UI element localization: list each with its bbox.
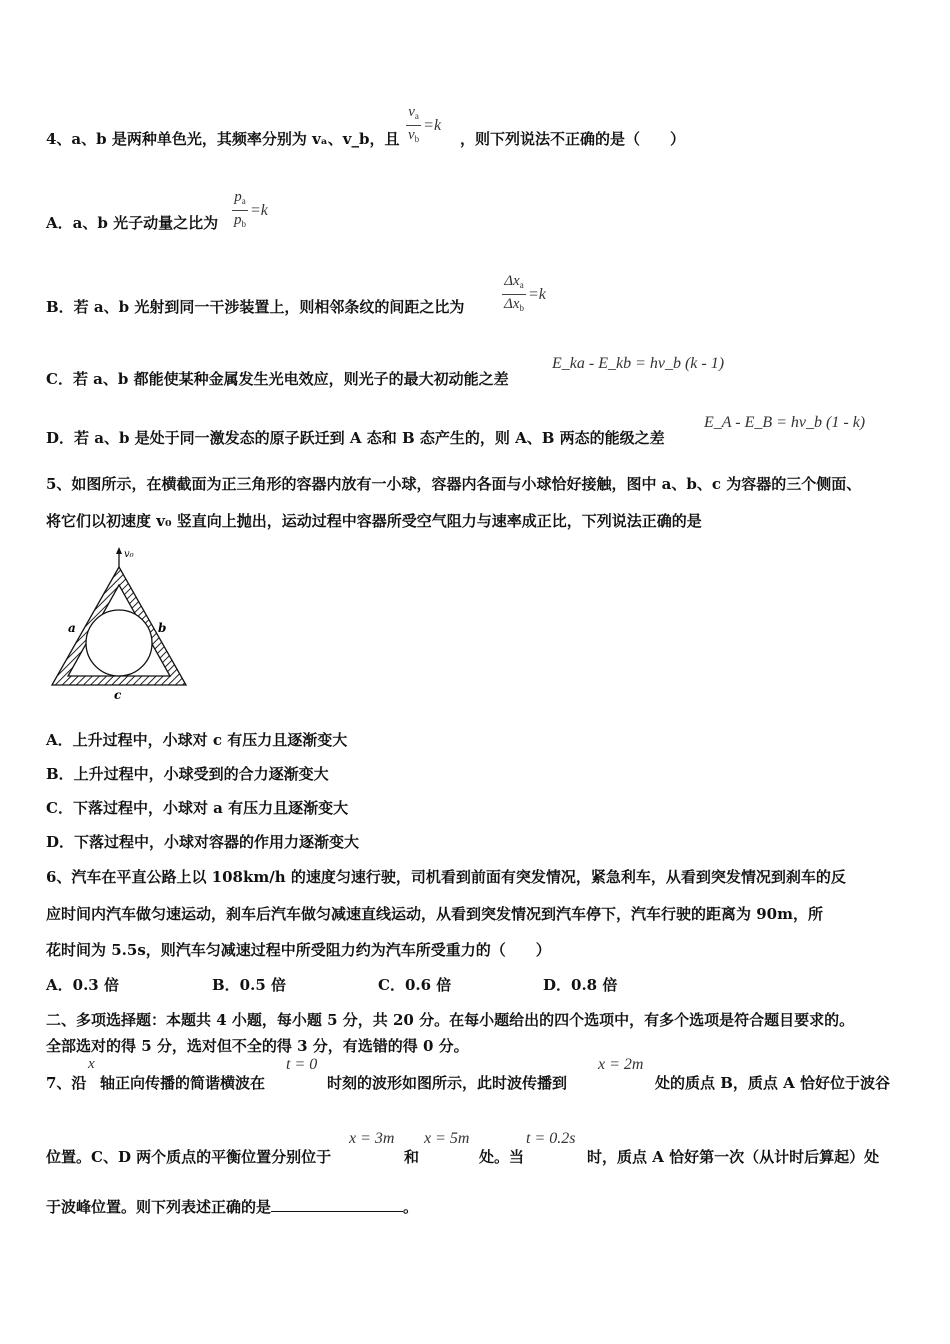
q7-math-x3: x = 3m bbox=[349, 1130, 395, 1147]
q6-line1: 6、汽车在平直公路上以 108km/h 的速度匀速行驶，司机看到前面有突发情况，紧急利车，从看到突发情况到刹车的反 bbox=[46, 868, 846, 886]
q7-seg4: 处的质点 B，质点 A 恰好位于波谷 bbox=[655, 1074, 890, 1092]
q6-line3: 花时间为 5.5s，则汽车匀减速过程中所受阻力约为汽车所受重力的（ ） bbox=[46, 941, 551, 959]
q7-math-x5: x = 5m bbox=[424, 1130, 470, 1147]
q4-option-d-formula: E_A - E_B = hv_b (1 - k) bbox=[704, 414, 866, 431]
q7-math-x: x bbox=[88, 1056, 95, 1072]
q7-seg7: 处。当 bbox=[479, 1148, 525, 1166]
q4-option-b-formula: $\frac{\Delta x_a}{\Delta x_b}$ =k bbox=[504, 273, 546, 313]
label-b: b bbox=[158, 621, 167, 635]
answer-blank[interactable] bbox=[271, 1197, 403, 1212]
q4-option-a: A．a、b 光子动量之比为 bbox=[46, 214, 219, 232]
q5-option-b: B．上升过程中，小球受到的合力逐渐变大 bbox=[46, 765, 329, 783]
velocity-arrow-head bbox=[116, 547, 122, 554]
q5-option-d: D．下落过程中，小球对容器的作用力逐渐变大 bbox=[46, 833, 360, 851]
q6-line2: 应时间内汽车做匀速运动，刹车后汽车做匀减速直线运动，从看到突发情况到汽车停下，汽车行驶的距离为 90m，所 bbox=[46, 905, 823, 923]
label-v0: v₀ bbox=[124, 549, 134, 560]
q7-math-x2: x = 2m bbox=[598, 1056, 644, 1073]
q7-seg3: 时刻的波形如图所示，此时波传播到 bbox=[327, 1074, 568, 1092]
q5-stem-line2: 将它们以初速度 v₀ 竖直向上抛出，运动过程中容器所受空气阻力与速率成正比，下列说法正确的是 bbox=[46, 512, 702, 530]
q5-option-a: A．上升过程中，小球对 c 有压力且逐渐变大 bbox=[46, 731, 348, 749]
q4-stem-post: ，则下列说法不正确的是（ ） bbox=[460, 130, 686, 148]
q7-seg9 bbox=[46, 1196, 418, 1217]
q7-seg5: 位置。C、D 两个质点的平衡位置分别位于 bbox=[46, 1148, 332, 1166]
q5-container-figure bbox=[46, 545, 216, 705]
q4-option-c: C．若 a、b 都能使某种金属发生光电效应，则光子的最大初动能之差 bbox=[46, 370, 509, 388]
q5-stem-line1: 5、如图所示，在横截面为正三角形的容器内放有一小球，容器内各面与小球恰好接触，图中 a、b、c 为容器的三个侧面、 bbox=[46, 475, 862, 493]
q7-seg6: 和 bbox=[404, 1148, 420, 1166]
q6-option-a: A．0.3 倍 bbox=[46, 976, 119, 994]
q4-option-c-formula: E_ka - E_kb = hv_b (k - 1) bbox=[552, 355, 725, 372]
q6-option-d: D．0.8 倍 bbox=[543, 976, 618, 994]
q7-seg9-end: 。 bbox=[403, 1198, 419, 1216]
q7-math-t02: t = 0.2s bbox=[526, 1130, 576, 1147]
section2-line2: 全部选对的得 5 分，选对但不全的得 3 分，有选错的得 0 分。 bbox=[46, 1037, 469, 1055]
q4-option-d: D．若 a、b 是处于同一激发态的原子跃迁到 A 态和 B 态产生的，则 A、B 两态的能级之差 bbox=[46, 429, 665, 447]
q4-option-b: B．若 a、b 光射到同一干涉装置上，则相邻条纹的间距之比为 bbox=[46, 298, 465, 316]
q4-stem-pre: 4、a、b 是两种单色光，其频率分别为 vₐ、v_b，且 bbox=[46, 130, 400, 148]
ball bbox=[86, 610, 152, 676]
section2-line1: 二、多项选择题：本题共 4 小题，每小题 5 分，共 20 分。在每小题给出的四个选项中，有多个选项是符合题目要求的。 bbox=[46, 1011, 855, 1029]
q7-seg2: 轴正向传播的简谐横波在 bbox=[100, 1074, 266, 1092]
q4-stem-formula: $\frac{v_a}{v_b}$ =k bbox=[408, 104, 442, 144]
q7-seg1: 7、沿 bbox=[46, 1074, 87, 1092]
q7-seg9-text: 于波峰位置。则下列表述正确的是 bbox=[46, 1198, 272, 1216]
q6-option-c: C．0.6 倍 bbox=[378, 976, 452, 994]
label-c: c bbox=[114, 688, 122, 702]
q5-option-c: C．下落过程中，小球对 a 有压力且逐渐变大 bbox=[46, 799, 349, 817]
q7-math-t0: t = 0 bbox=[286, 1056, 318, 1073]
label-a: a bbox=[68, 621, 76, 635]
q6-option-b: B．0.5 倍 bbox=[212, 976, 286, 994]
q4-option-a-formula: $\frac{p_a}{p_b}$ =k bbox=[234, 189, 268, 229]
q7-seg8: 时，质点 A 恰好第一次（从计时后算起）处 bbox=[587, 1148, 880, 1166]
